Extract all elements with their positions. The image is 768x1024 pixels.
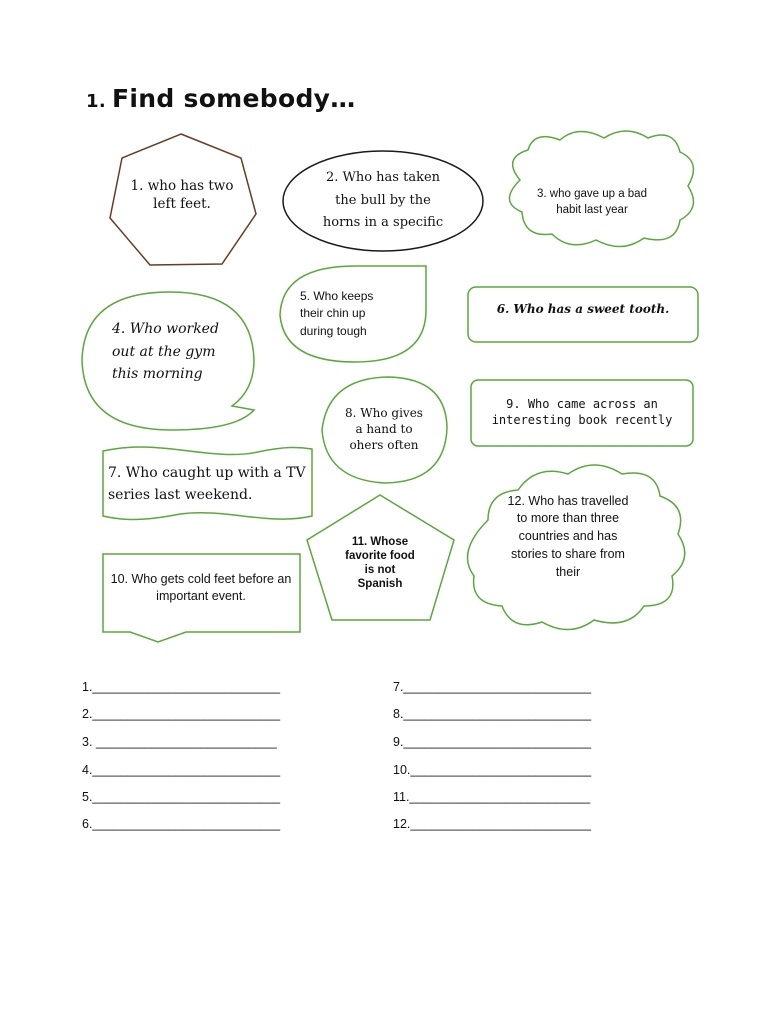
prompt-4: 4. Who worked out at the gym this morning	[112, 320, 219, 383]
answer-line-9[interactable]: 9.___________________________	[393, 735, 592, 749]
prompt-9: 9. Who came across an interesting book recently	[491, 396, 673, 427]
answer-line-8[interactable]: 8.___________________________	[393, 707, 592, 721]
title-text: Find somebody…	[111, 84, 356, 113]
prompt-8: 8. Who gives a hand to ohers often	[345, 405, 423, 453]
answer-line-6[interactable]: 6.___________________________	[82, 817, 281, 831]
prompt-3: 3. who gave up a bad habit last year	[537, 188, 647, 216]
prompt-12: 12. Who has travelled to more than three countries and has stories to share from their	[507, 493, 629, 579]
answer-line-1[interactable]: 1.___________________________	[82, 680, 281, 694]
prompt-5: 5. Who keeps their chin up during tough	[300, 288, 374, 338]
prompt-11: 11. Whose favorite food is not Spanish	[345, 536, 415, 590]
answer-line-5[interactable]: 5.___________________________	[82, 790, 281, 804]
answer-line-12[interactable]: 12.__________________________	[393, 817, 592, 831]
title-number: 1.	[86, 91, 106, 112]
answer-line-11[interactable]: 11.__________________________	[393, 790, 591, 804]
answer-line-3[interactable]: 3. __________________________	[82, 735, 277, 749]
answer-line-7[interactable]: 7.___________________________	[393, 680, 592, 694]
answer-line-10[interactable]: 10.__________________________	[393, 763, 592, 777]
prompt-6: 6. Who has a sweet tooth.	[496, 301, 670, 316]
prompt-1: 1. who has two left feet.	[130, 177, 234, 212]
prompt-10: 10. Who gets cold feet before an important event.	[110, 572, 292, 603]
prompt-2: 2. Who has taken the bull by the horns in a specific	[322, 170, 444, 231]
prompt-7: 7. Who caught up with a TV series last weekend.	[108, 464, 306, 503]
answer-line-2[interactable]: 2.___________________________	[82, 707, 281, 721]
answer-line-4[interactable]: 4.___________________________	[82, 763, 281, 777]
